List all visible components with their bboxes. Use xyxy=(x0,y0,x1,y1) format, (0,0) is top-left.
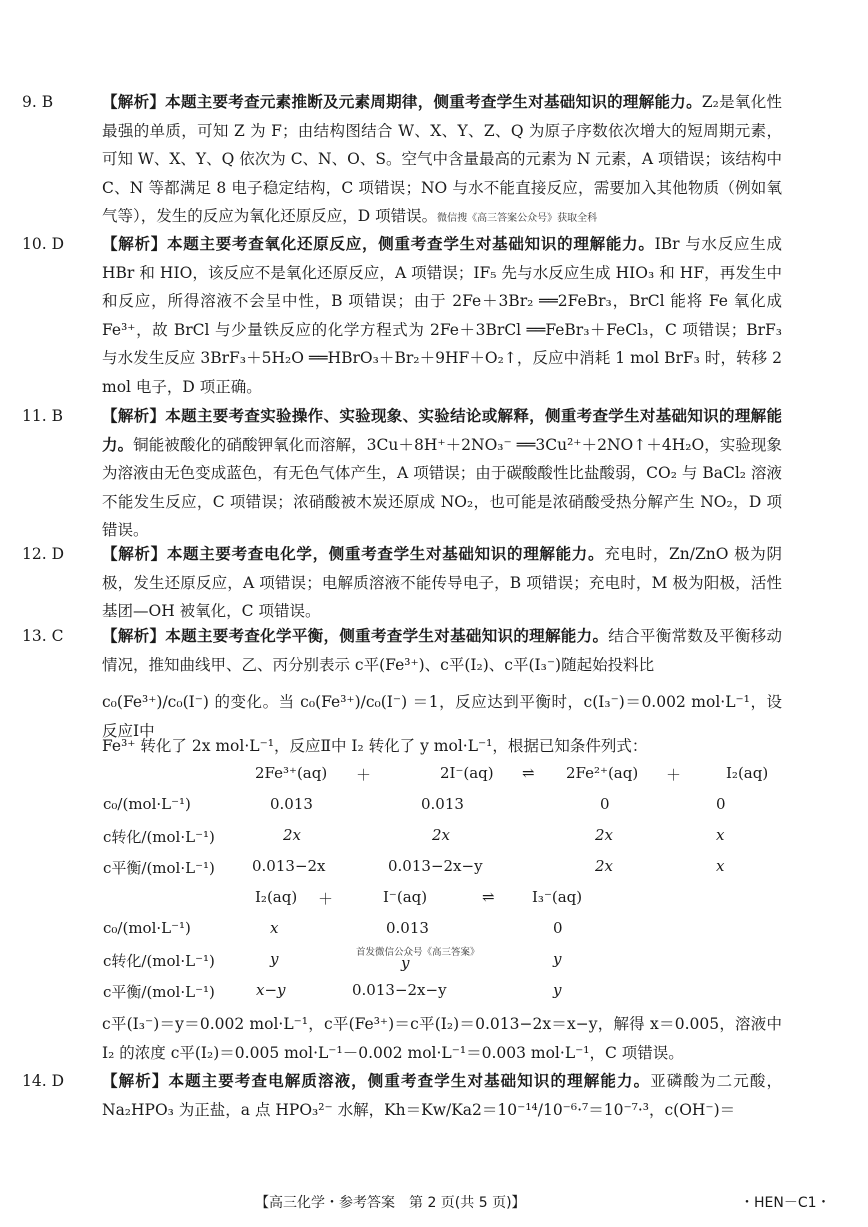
footer-code: ・HEN－C1・ xyxy=(740,1195,831,1211)
q9-number: 9. B xyxy=(22,93,54,111)
eq1-r0-v1: 0.013 xyxy=(421,795,464,813)
answer-q10 xyxy=(22,230,782,401)
eq2-r1-v1: y xyxy=(401,954,410,972)
q10-body: IBr 与水反应生成 HBr 和 HIO，该反应不是氧化还原反应，A 项错误；IF₅ 先与水反应生成 HIO₃ 和 HF，再发生中和反应，所得溶液不会呈中性，B 项错误；由于 2Fe＋3Br₂ ══2FeBr₃，BrCl 能将 Fe 氧化成 Fe³⁺，故 BrCl 与少量铁反应的化学方程式为 2Fe＋3BrCl ══FeBr₃＋FeCl₃，C 项错误；BrF₃ 与水发生反应 3BrF₃＋5H₂O ══HBrO₃＋Br₂＋9HF＋O₂↑，反应中消耗 1 mol BrF₃ 时，转移 2 mol 电子，D 项正确。 xyxy=(102,235,782,396)
eq2-r0-label: c₀/(mol·L⁻¹) xyxy=(103,919,191,937)
q12-tag: 【解析】 xyxy=(102,544,167,563)
q9-body: Z₂是氧化性最强的单质，可知 Z 为 F；由结构图结合 W、X、Y、Z、Q 为原子序数依次增大的短周期元素，可知 W、X、Y、Q 依次为 C、N、O、S。空气中含量最高的元素为 N 元素，A 项错误；该结构中 C、N 等都满足 8 电子稳定结构，C 项错误；NO 与水不能直接反应，需要加入其他物质（例如氧气等），发生的反应为氧化还原反应，D 项错误。 xyxy=(102,93,783,225)
answer-q14 xyxy=(22,1067,782,1124)
q13-fraction-line: c₀(Fe³⁺)/c₀(I⁻) 的变化。当 c₀(Fe³⁺)/c₀(I⁻) ＝1，反应达到平衡时，c(I₃⁻)＝0.002 mol·L⁻¹，设反应Ⅰ中 xyxy=(102,693,782,740)
q12-lead: 本题主要考查电化学，侧重考查学生对基础知识的理解能力。 xyxy=(166,544,605,563)
q11-lead: 本题主要考查实验操作、实验现象、实验结论或解释，侧重考查学生对基础知识的理解能力。 xyxy=(102,406,782,454)
eq1-h4: 2Fe²⁺(aq) xyxy=(566,764,639,782)
eq1-r1-v3: x xyxy=(716,826,725,844)
eq1-r2-v2: 2x xyxy=(595,857,614,875)
q10-tag: 【解析】 xyxy=(102,234,168,253)
eq2-r0-v1: 0.013 xyxy=(386,919,429,937)
q9-tag: 【解析】 xyxy=(102,92,166,111)
q13-tag: 【解析】 xyxy=(102,626,166,645)
eq2-h3: ⇌ xyxy=(482,888,495,906)
eq2-r2-v1: 0.013−2x−y xyxy=(352,981,447,999)
q10-lead: 本题主要考查氧化还原反应，侧重考查学生对基础知识的理解能力。 xyxy=(167,234,655,253)
q14-tag: 【解析】 xyxy=(102,1071,169,1090)
eq1-h5: ＋ xyxy=(666,766,682,784)
q9-watermark: 微信搜《高三答案公众号》获取全科 xyxy=(437,213,598,224)
eq2-r1-label: c转化/(mol·L⁻¹) xyxy=(103,952,215,970)
eq2-h2: I⁻(aq) xyxy=(383,888,428,906)
eq1-h1: ＋ xyxy=(356,766,372,784)
eq2-r2-label: c平衡/(mol·L⁻¹) xyxy=(103,983,215,1001)
q12-body: 充电时，Zn/ZnO 极为阴极，发生还原反应，A 项错误；电解质溶液不能传导电子，B 项错误；充电时，M 极为阳极，活性基团—OH 被氧化，C 项错误。 xyxy=(102,545,782,620)
q13-lead: 本题主要考查化学平衡，侧重考查学生对基础知识的理解能力。 xyxy=(165,626,609,645)
eq1-r1-v2: 2x xyxy=(595,826,614,844)
eq2-h4: I₃⁻(aq) xyxy=(532,888,583,906)
eq1-h0: 2Fe³⁺(aq) xyxy=(255,764,328,782)
eq1-r1-v1: 2x xyxy=(432,826,451,844)
eq2-r2-v0: x−y xyxy=(256,981,286,999)
eq1-r2-v3: x xyxy=(716,857,725,875)
eq1-h2: 2I⁻(aq) xyxy=(440,764,494,782)
answer-q11 xyxy=(22,402,782,545)
eq2-r0-v2: 0 xyxy=(553,919,563,937)
eq1-r2-label: c平衡/(mol·L⁻¹) xyxy=(103,859,215,877)
answer-q9 xyxy=(22,88,783,234)
eq2-r1-v0: y xyxy=(270,950,279,968)
eq1-h6: I₂(aq) xyxy=(726,764,769,782)
q13-number: 13. C xyxy=(22,627,64,645)
q12-number: 12. D xyxy=(22,545,65,563)
eq1-r0-v2: 0 xyxy=(600,795,610,813)
eq2-r0-v0: x xyxy=(270,919,279,937)
eq1-r0-v0: 0.013 xyxy=(270,795,313,813)
q13-body: 结合平衡常数及平衡移动情况，推知曲线甲、乙、丙分别表示 c平(Fe³⁺)、c平(I₂)、c平(I₃⁻)随起始投料比 xyxy=(102,627,782,674)
q14-number: 14. D xyxy=(22,1072,65,1090)
q14-body: 亚磷酸为二元酸，Na₂HPO₃ 为正盐，a 点 HPO₃²⁻ 水解，Kh＝Kw/Ka2＝10⁻¹⁴/10⁻⁶·⁷＝10⁻⁷·³，c(OH⁻)＝ xyxy=(102,1072,782,1119)
eq1-r2-v1: 0.013−2x−y xyxy=(388,857,483,875)
eq1-r1-label: c转化/(mol·L⁻¹) xyxy=(103,828,215,846)
q10-number: 10. D xyxy=(22,235,65,253)
eq2-h0: I₂(aq) xyxy=(255,888,298,906)
eq1-r1-v0: 2x xyxy=(283,826,302,844)
eq1-r0-v3: 0 xyxy=(716,795,726,813)
q13-line3: Fe³⁺ 转化了 2x mol·L⁻¹，反应Ⅱ中 I₂ 转化了 y mol·L⁻¹，根据已知条件列式： xyxy=(102,737,648,755)
q13-watermark: 首发微信公众号《高三答案》 xyxy=(356,947,480,958)
footer-title: 【高三化学・参考答案 第 2 页(共 5 页)】 xyxy=(255,1195,526,1211)
q11-body: 铜能被酸化的硝酸钾氧化而溶解，3Cu＋8H⁺＋2NO₃⁻ ══3Cu²⁺＋2NO↑＋4H₂O，实验现象为溶液由无色变成蓝色，有无色气体产生，A 项错误；由于碳酸酸性比盐酸弱，CO₂ 与 BaCl₂ 溶液不能发生反应，C 项错误；浓硝酸被木炭还原成 NO₂，也可能是浓硝酸受热分解产生 NO₂，D 项错误。 xyxy=(102,435,782,539)
q14-lead: 本题主要考查电解质溶液，侧重考查学生对基础知识的理解能力。 xyxy=(168,1071,651,1090)
eq1-r2-v0: 0.013−2x xyxy=(252,857,326,875)
eq1-r0-label: c₀/(mol·L⁻¹) xyxy=(103,795,191,813)
eq2-r2-v2: y xyxy=(553,981,562,999)
answer-q12 xyxy=(22,540,782,626)
q9-lead: 本题主要考查元素推断及元素周期律，侧重考查学生对基础知识的理解能力。 xyxy=(165,92,702,111)
answer-q13 xyxy=(22,622,782,679)
eq2-r1-v2: y xyxy=(553,950,562,968)
q11-tag: 【解析】 xyxy=(102,406,166,425)
eq2-h1: ＋ xyxy=(318,890,334,908)
q13-tail: c平(I₃⁻)＝y＝0.002 mol·L⁻¹，c平(Fe³⁺)＝c平(I₂)＝0.013−2x＝x−y，解得 x＝0.005，溶液中 I₂ 的浓度 c平(I₂)＝0.005 mol·L⁻¹－0.002 mol·L⁻¹＝0.003 mol·L⁻¹，C 项错误。 xyxy=(102,1015,782,1062)
q11-number: 11. B xyxy=(22,407,63,425)
eq1-h3: ⇌ xyxy=(522,764,535,782)
